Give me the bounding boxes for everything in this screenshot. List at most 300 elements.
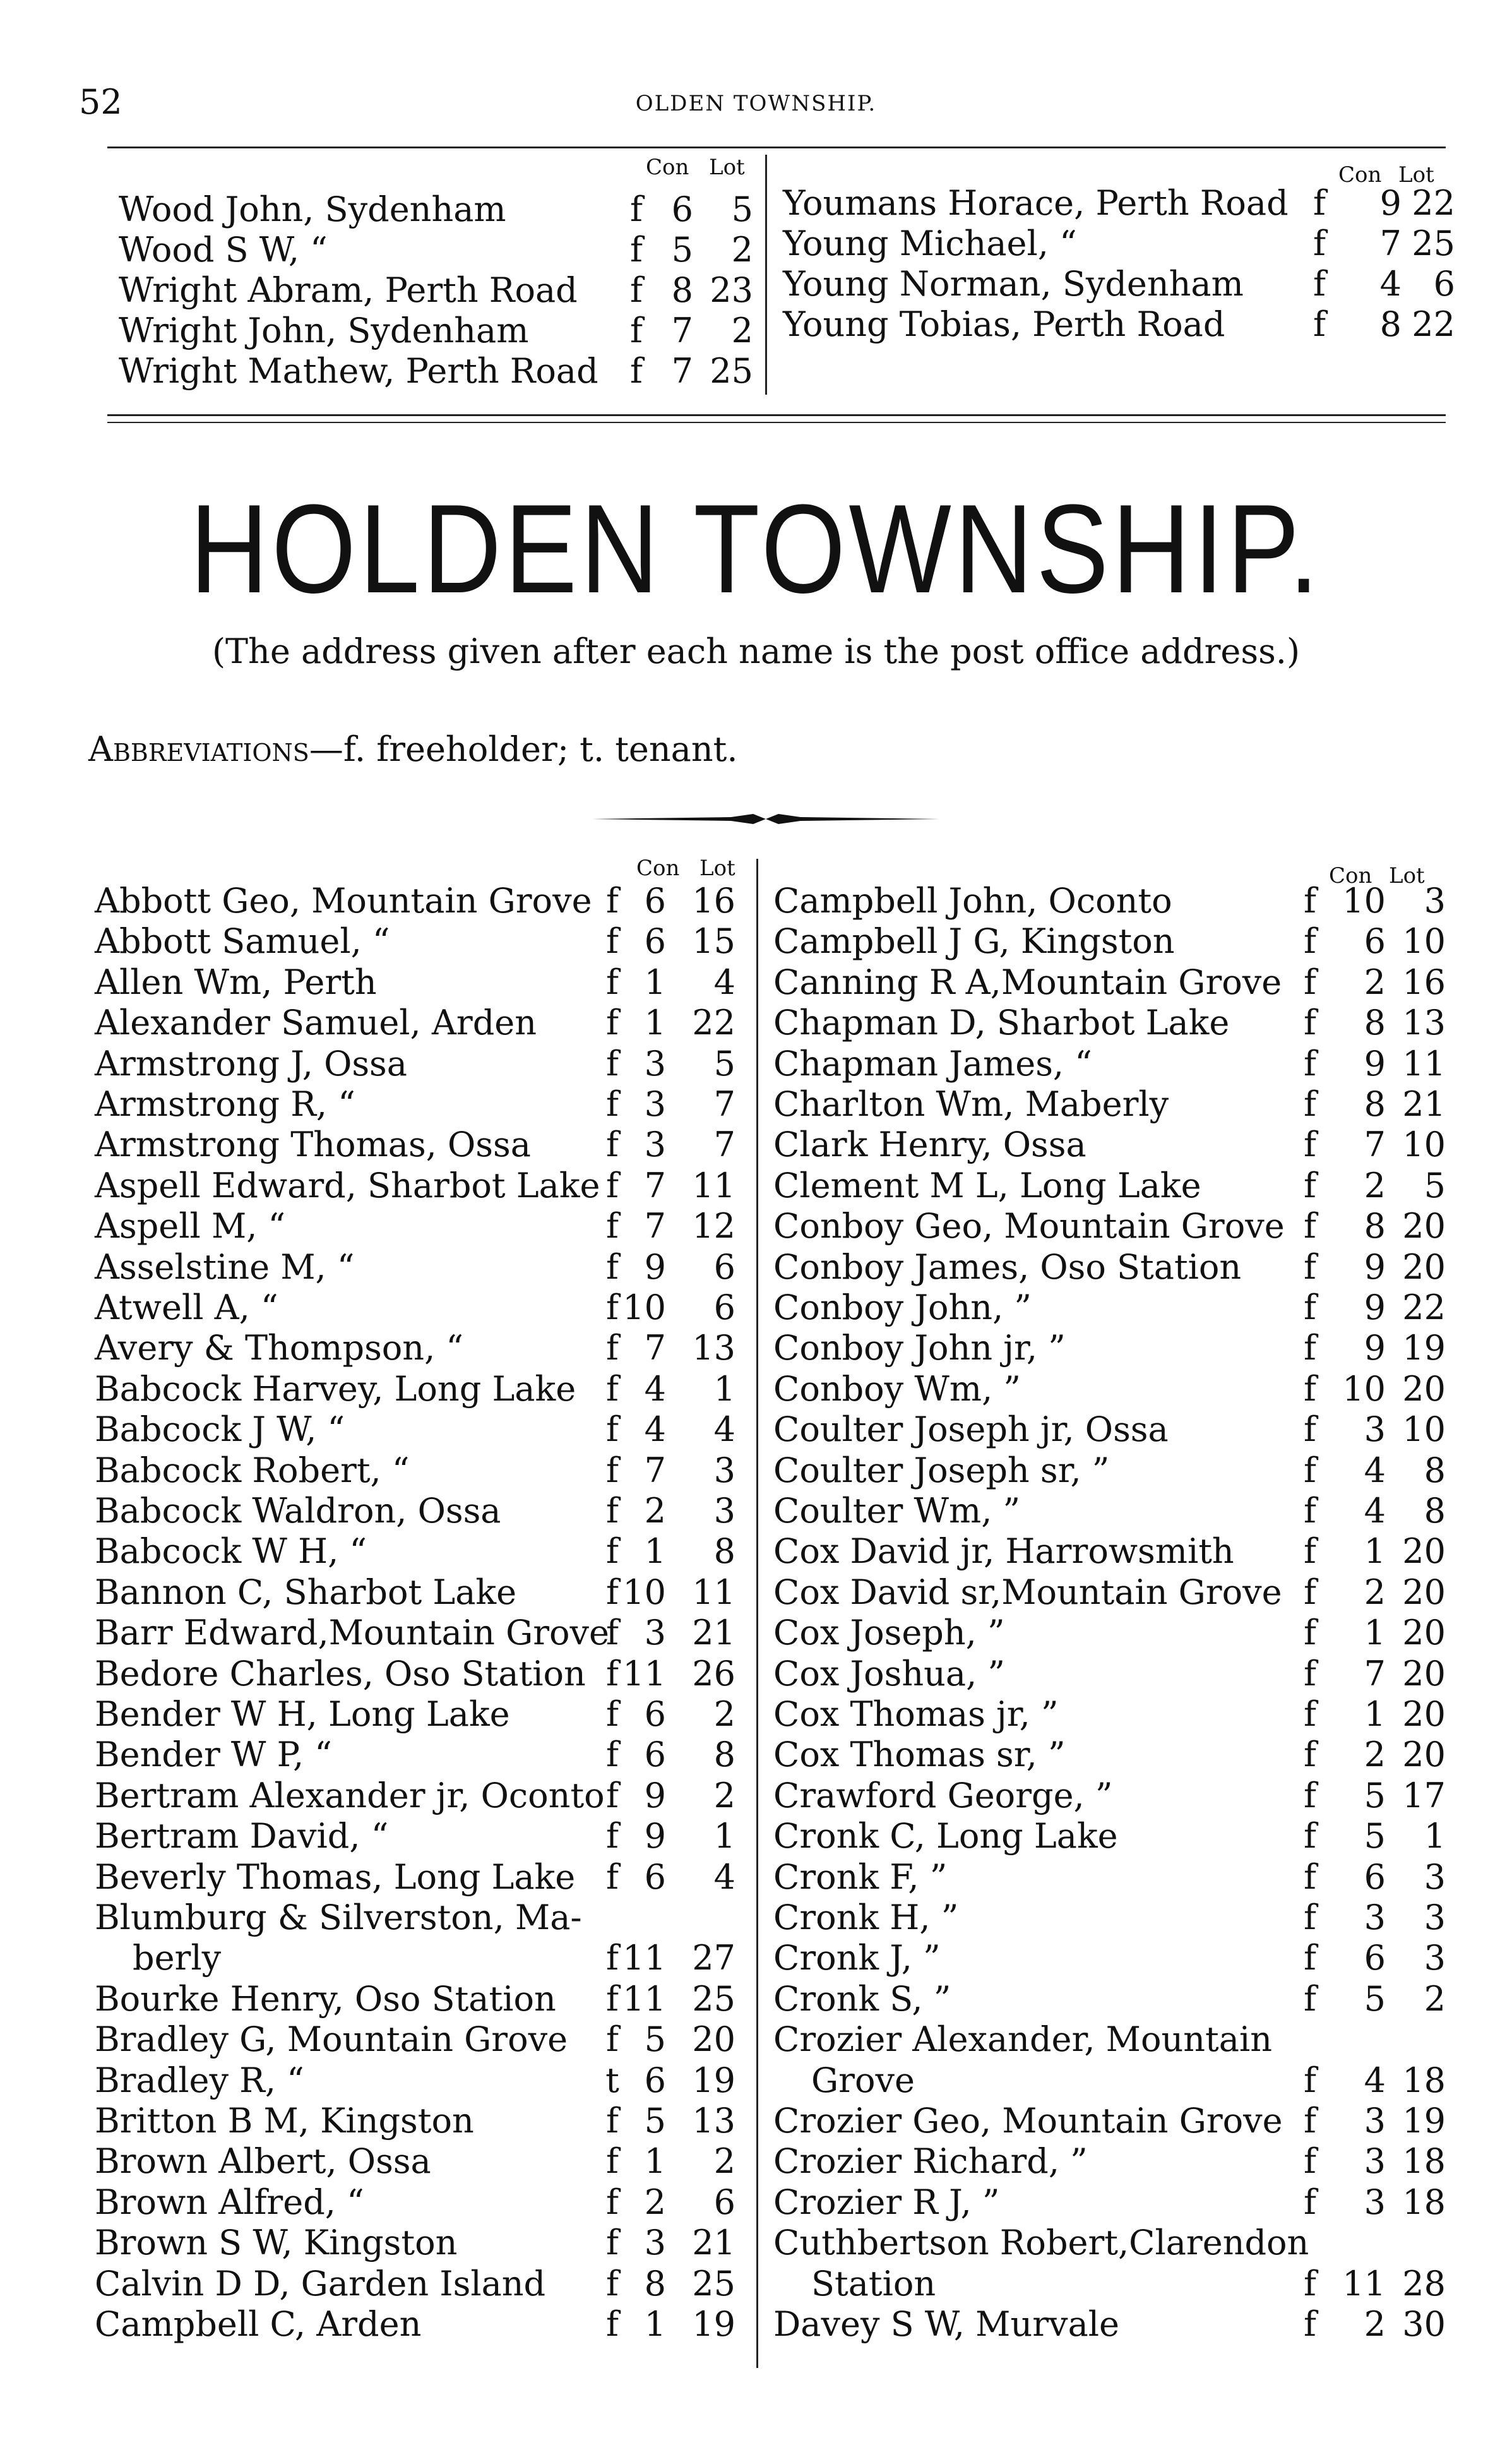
- entry-row: [773, 1246, 1446, 1288]
- entry-lot: 3: [1424, 1856, 1446, 1897]
- entry-lot: 7: [713, 1084, 735, 1124]
- entry-lot: 26: [692, 1653, 735, 1694]
- entry-name: Cronk H, ”: [773, 1898, 959, 1937]
- entry-row: [95, 1735, 735, 1775]
- entry-status: f: [606, 1572, 619, 1612]
- entry-name: Babcock W H, “: [95, 1531, 367, 1572]
- entry-row: [95, 2182, 735, 2223]
- entry-con: 3: [644, 1043, 666, 1084]
- entry-name: Coulter Joseph sr, ”: [773, 1450, 1110, 1490]
- entry-row: [773, 1491, 1446, 1531]
- holden-left-column: [95, 856, 735, 2371]
- entry-lot: 5: [731, 189, 753, 229]
- entry-con: 7: [1379, 224, 1402, 263]
- entry-name: Cronk F, ”: [773, 1856, 948, 1897]
- entry-status: f: [606, 1165, 619, 1205]
- entry-status: f: [1304, 1328, 1316, 1368]
- entry-row: [773, 1084, 1446, 1125]
- entry-name: Chapman James, “: [773, 1043, 1092, 1084]
- entry-con: 9: [1364, 1288, 1386, 1327]
- entry-name: Aspell Edward, Sharbot Lake: [95, 1165, 600, 1205]
- entry-lot: 20: [1402, 1735, 1446, 1775]
- entry-con: 4: [644, 1409, 666, 1450]
- entry-lot: 21: [692, 1613, 735, 1653]
- entry-status: f: [606, 2019, 619, 2060]
- entry-row: [95, 1409, 735, 1450]
- entry-row: [773, 1898, 1446, 1938]
- entry-row: [773, 1328, 1446, 1368]
- entry-status: f: [606, 1978, 619, 2019]
- entry-lot: 1: [1424, 1816, 1446, 1856]
- entry-lot: 1: [713, 1816, 735, 1856]
- entry-status: f: [606, 1084, 619, 1124]
- entry-name: Cuthbertson Robert,Clarendon: [773, 2223, 1309, 2263]
- entry-con: 10: [622, 1572, 666, 1612]
- entry-status: f: [606, 1125, 619, 1165]
- entry-lot: 21: [1402, 1084, 1446, 1124]
- entry-name: Cronk S, ”: [773, 1978, 951, 2019]
- entry-status: f: [606, 1328, 619, 1368]
- entry-row: [773, 1288, 1446, 1328]
- entry-lot: 8: [713, 1531, 735, 1572]
- entry-status: f: [630, 270, 643, 310]
- entry-con: 9: [1379, 183, 1402, 223]
- entry-status: f: [606, 1206, 619, 1246]
- entry-lot: 2: [713, 2141, 735, 2182]
- entry-lot: 16: [692, 881, 735, 921]
- entry-row: [773, 1938, 1446, 1978]
- entry-con: 4: [1364, 1450, 1386, 1490]
- entry-row: [773, 2182, 1446, 2223]
- entry-row: [95, 1450, 735, 1491]
- entry-con: 3: [1364, 2101, 1386, 2141]
- entry-lot: 11: [692, 1572, 735, 1612]
- entry-status: f: [1304, 1043, 1316, 1084]
- entry-con: 6: [1364, 1856, 1386, 1897]
- entry-con: 8: [1379, 304, 1402, 344]
- entry-lot: 4: [713, 1856, 735, 1897]
- entry-lot: 6: [713, 1246, 735, 1287]
- entry-name: Campbell J G, Kingston: [773, 921, 1175, 962]
- top-rule: [107, 146, 1446, 148]
- entry-lot: 20: [1402, 1531, 1446, 1572]
- entry-lot: 20: [1402, 1206, 1446, 1246]
- entry-name: Bradley G, Mountain Grove: [95, 2019, 568, 2060]
- entry-lot: 10: [1402, 1409, 1446, 1450]
- entry-con: 1: [644, 1003, 666, 1043]
- entry-lot: 13: [692, 2101, 735, 2141]
- entry-lot: 22: [692, 1003, 735, 1043]
- entry-row: [95, 1369, 735, 1409]
- entry-name: Allen Wm, Perth: [95, 962, 377, 1002]
- entry-status: f: [606, 1368, 619, 1409]
- entry-name: Cox David sr,Mountain Grove: [773, 1572, 1282, 1612]
- entry-lot: 20: [1402, 1613, 1446, 1653]
- entry-name: Cox David jr, Harrowsmith: [773, 1531, 1234, 1572]
- entry-row: [95, 1694, 735, 1735]
- entry-name: Avery & Thompson, “: [95, 1328, 464, 1368]
- entry-con: 6: [644, 2060, 666, 2100]
- entry-status: f: [606, 1043, 619, 1084]
- entry-name: Abbott Geo, Mountain Grove: [95, 881, 592, 921]
- entry-lot: 18: [1402, 2060, 1446, 2100]
- entry-name: Calvin D D, Garden Island: [95, 2263, 546, 2304]
- entry-con: 1: [644, 2304, 666, 2344]
- entry-name: Clark Henry, Ossa: [773, 1125, 1086, 1165]
- olden-column-divider: [765, 155, 767, 395]
- entry-status: f: [606, 2101, 619, 2141]
- entry-status: f: [1304, 2141, 1316, 2182]
- entry-row: [95, 1328, 735, 1368]
- entry-row: [95, 1938, 735, 1978]
- entry-status: f: [1304, 1491, 1316, 1531]
- entry-con: 7: [671, 311, 693, 350]
- entry-name: Babcock Harvey, Long Lake: [95, 1368, 576, 1409]
- entry-con: 5: [1364, 1816, 1386, 1856]
- entry-status: f: [1313, 264, 1326, 304]
- entry-row: [773, 1653, 1446, 1694]
- entry-lot: 3: [1424, 1898, 1446, 1937]
- entry-name: Campbell C, Arden: [95, 2304, 422, 2344]
- entry-status: f: [606, 2182, 619, 2222]
- entry-status: f: [1304, 1938, 1316, 1978]
- entry-status: f: [606, 2223, 619, 2263]
- entry-name: Crawford George, ”: [773, 1775, 1113, 1815]
- entry-row: [773, 881, 1446, 921]
- entry-name: Canning R A,Mountain Grove: [773, 962, 1282, 1002]
- entry-status: f: [606, 1613, 619, 1653]
- entry-name: Bender W H, Long Lake: [95, 1694, 510, 1734]
- entry-name: Bender W P, “: [95, 1735, 332, 1775]
- entry-name: Crozier Richard, ”: [773, 2141, 1088, 2182]
- entry-lot: 17: [1402, 1775, 1446, 1815]
- entry-con: 11: [622, 1653, 666, 1694]
- entry-name: Grove: [811, 2060, 915, 2100]
- entry-status: f: [1304, 1978, 1316, 2019]
- entry-row: [773, 1450, 1446, 1491]
- entry-lot: 3: [713, 1491, 735, 1531]
- entry-con: 2: [1364, 1735, 1386, 1775]
- entry-status: f: [1304, 1165, 1316, 1205]
- entry-row: [95, 2019, 735, 2060]
- entry-status: f: [1304, 1206, 1316, 1246]
- entry-row: [95, 1613, 735, 1653]
- entry-con: 1: [1364, 1613, 1386, 1653]
- entry-name: Charlton Wm, Maberly: [773, 1084, 1169, 1124]
- entry-con: 3: [644, 1613, 666, 1653]
- entry-status: f: [630, 230, 643, 270]
- entry-name: Atwell A, “: [95, 1288, 278, 1327]
- entry-lot: 20: [692, 2019, 735, 2060]
- entry-lot: 13: [1402, 1003, 1446, 1043]
- entry-name: Crozier R J, ”: [773, 2182, 1000, 2222]
- entry-row: [773, 2304, 1446, 2345]
- entry-lot: 12: [692, 1206, 735, 1246]
- township-title: HOLDEN TOWNSHIP.: [189, 479, 1323, 619]
- entry-name: Cox Joseph, ”: [773, 1613, 1005, 1653]
- entry-con: 5: [644, 2101, 666, 2141]
- address-note: (The address given after each name is the post office address.): [211, 631, 1301, 671]
- entry-row: [95, 1654, 735, 1694]
- entry-name: Armstrong R, “: [95, 1084, 355, 1124]
- entry-status: f: [1304, 2263, 1316, 2304]
- entry-name: Wright John, Sydenham: [119, 311, 529, 350]
- entry-row: [95, 2101, 735, 2141]
- entry-con: 6: [1364, 921, 1386, 962]
- entry-lot: 2: [731, 230, 753, 270]
- entry-name: Beverly Thomas, Long Lake: [95, 1856, 576, 1897]
- entry-name: Babcock Robert, “: [95, 1450, 410, 1490]
- entry-status: f: [606, 881, 619, 921]
- entry-con: 6: [644, 1735, 666, 1775]
- entry-con: 1: [644, 1531, 666, 1572]
- entry-con: 8: [644, 2263, 666, 2304]
- entry-name: Aspell M, “: [95, 1206, 286, 1246]
- entry-lot: 20: [1402, 1572, 1446, 1612]
- entry-con: 10: [1342, 1368, 1386, 1409]
- entry-name: Young Tobias, Perth Road: [783, 304, 1225, 344]
- entry-lot: 5: [1424, 1165, 1446, 1205]
- entry-status: f: [1304, 921, 1316, 962]
- entry-name: Armstrong Thomas, Ossa: [95, 1125, 531, 1165]
- entry-lot: 11: [1402, 1043, 1446, 1084]
- entry-lot: 22: [1402, 1288, 1446, 1327]
- col-head-con: Con: [646, 155, 689, 180]
- entry-lot: 16: [1402, 962, 1446, 1002]
- entry-name: Wright Mathew, Perth Road: [119, 351, 598, 391]
- entry-lot: 27: [692, 1938, 735, 1978]
- holden-right-column: [773, 856, 1446, 2371]
- entry-row: [773, 1003, 1446, 1043]
- entry-row: [773, 1613, 1446, 1653]
- entry-status: f: [1304, 1288, 1316, 1327]
- entry-row: [119, 351, 763, 392]
- entry-lot: 2: [1424, 1978, 1446, 2019]
- entry-row: [95, 1857, 735, 1898]
- entry-status: f: [1304, 962, 1316, 1002]
- entry-row: [773, 1735, 1446, 1775]
- entry-con: 6: [644, 921, 666, 962]
- entry-lot: 22: [1412, 183, 1455, 223]
- entry-lot: 25: [710, 351, 753, 391]
- col-head-lot: Lot: [699, 856, 735, 881]
- entry-status: f: [606, 921, 619, 962]
- entry-con: 9: [1364, 1043, 1386, 1084]
- entry-row: [783, 304, 1455, 345]
- entry-lot: 19: [1402, 1328, 1446, 1368]
- entry-status: f: [1304, 1653, 1316, 1694]
- entry-con: 5: [1364, 1775, 1386, 1815]
- entry-con: 3: [1364, 1409, 1386, 1450]
- entry-lot: 28: [1402, 2263, 1446, 2304]
- entry-con: 2: [1364, 1572, 1386, 1612]
- entry-status: f: [1304, 1775, 1316, 1815]
- entry-status: f: [1304, 1572, 1316, 1612]
- col-head-lot: Lot: [1398, 162, 1434, 188]
- entry-status: f: [1304, 2101, 1316, 2141]
- entry-name: Clement M L, Long Lake: [773, 1165, 1201, 1205]
- entry-lot: 2: [731, 311, 753, 350]
- entry-lot: 20: [1402, 1246, 1446, 1287]
- entry-con: 3: [1364, 2141, 1386, 2182]
- entry-status: f: [606, 1735, 619, 1775]
- entry-lot: 6: [713, 2182, 735, 2222]
- entry-row: [773, 1368, 1446, 1409]
- entry-row: [95, 1288, 735, 1328]
- entry-status: f: [606, 1450, 619, 1490]
- entry-row: [119, 270, 763, 311]
- entry-con: 3: [1364, 1898, 1386, 1937]
- entry-name: Cox Thomas jr, ”: [773, 1694, 1059, 1734]
- entry-name: Crozier Geo, Mountain Grove: [773, 2101, 1283, 2141]
- entry-lot: 19: [692, 2304, 735, 2344]
- entry-status: f: [1313, 224, 1326, 263]
- entry-con: 10: [622, 1288, 666, 1327]
- entry-name: Bannon C, Sharbot Lake: [95, 1572, 517, 1612]
- entry-row: [95, 2264, 735, 2304]
- running-title: OLDEN TOWNSHIP.: [635, 91, 877, 116]
- entry-status: f: [606, 1491, 619, 1531]
- entry-con: 7: [644, 1165, 666, 1205]
- entry-lot: 4: [713, 962, 735, 1002]
- entry-con: 1: [644, 962, 666, 1002]
- running-header: [79, 82, 1433, 120]
- entry-row: [95, 1166, 735, 1206]
- entry-lot: 3: [1424, 1938, 1446, 1978]
- entry-name: Bourke Henry, Oso Station: [95, 1978, 556, 2019]
- entry-con: 11: [622, 1978, 666, 2019]
- abbreviations-label: Abbreviations: [88, 729, 309, 769]
- entry-status: f: [1304, 2304, 1316, 2344]
- entry-name: Wright Abram, Perth Road: [119, 270, 578, 310]
- entry-name: Conboy John, ”: [773, 1288, 1032, 1327]
- entry-row: [119, 189, 763, 230]
- entry-con: 7: [671, 351, 693, 391]
- entry-con: 2: [644, 2182, 666, 2222]
- entry-row: [773, 962, 1446, 1003]
- entry-name: Blumburg & Silverston, Ma-: [95, 1898, 582, 1937]
- entry-lot: 18: [1402, 2141, 1446, 2182]
- entry-row: [773, 2141, 1446, 2182]
- entry-row: [773, 2101, 1446, 2141]
- entry-con: 7: [1364, 1653, 1386, 1694]
- entry-con: 9: [644, 1246, 666, 1287]
- entry-status: f: [630, 351, 643, 391]
- entry-row: [95, 1531, 735, 1572]
- entry-lot: 25: [692, 2263, 735, 2304]
- entry-name: Conboy Geo, Mountain Grove: [773, 1206, 1285, 1246]
- entry-name: Wood John, Sydenham: [119, 189, 506, 229]
- abbreviations-text: —f. freeholder; t. tenant.: [309, 729, 738, 769]
- entry-row: [95, 1247, 735, 1288]
- entry-row: [773, 1856, 1446, 1898]
- entry-name: Station: [811, 2263, 936, 2304]
- entry-status: f: [606, 1288, 619, 1327]
- entry-status: f: [1304, 1694, 1316, 1734]
- entry-row: [95, 1816, 735, 1856]
- entry-con: 7: [1364, 1125, 1386, 1165]
- entry-con: 2: [1364, 1165, 1386, 1205]
- entry-name: Young Michael, “: [783, 224, 1077, 263]
- entry-con: 6: [644, 881, 666, 921]
- entry-row: [773, 1531, 1446, 1572]
- entry-lot: 20: [1402, 1368, 1446, 1409]
- entry-name: Crozier Alexander, Mountain: [773, 2019, 1272, 2060]
- entry-name: Bertram Alexander jr, Oconto: [95, 1775, 605, 1815]
- entry-con: 3: [644, 1125, 666, 1165]
- entry-name: Asselstine M, “: [95, 1246, 355, 1287]
- entry-con: 2: [644, 1491, 666, 1531]
- entry-con: 2: [1364, 962, 1386, 1002]
- entry-status: f: [606, 962, 619, 1002]
- entry-name: berly: [133, 1938, 222, 1978]
- entry-row: [95, 921, 735, 962]
- entry-lot: 21: [692, 2223, 735, 2263]
- entry-row: [95, 1979, 735, 2019]
- entry-lot: 25: [692, 1978, 735, 2019]
- entry-lot: 5: [713, 1043, 735, 1084]
- entry-con: 8: [1364, 1003, 1386, 1043]
- entry-row: [773, 1043, 1446, 1084]
- entry-row: [95, 2060, 735, 2101]
- entry-lot: 6: [1433, 264, 1455, 304]
- entry-status: f: [1304, 1003, 1316, 1043]
- entry-status: f: [606, 1653, 619, 1694]
- entry-con: 11: [622, 1938, 666, 1978]
- entry-name: Youmans Horace, Perth Road: [783, 183, 1289, 223]
- entry-status: f: [1304, 881, 1316, 921]
- entry-row: [773, 1409, 1446, 1450]
- entry-row: [95, 2223, 735, 2263]
- section-rule-lower: [107, 422, 1446, 423]
- entry-name: Brown S W, Kingston: [95, 2223, 458, 2263]
- entry-lot: 19: [1402, 2101, 1446, 2141]
- entry-con: 1: [1364, 1531, 1386, 1572]
- ornamental-divider: [592, 813, 939, 825]
- entry-status: f: [606, 1531, 619, 1572]
- entry-name: Campbell John, Oconto: [773, 881, 1172, 921]
- entry-row: [773, 1572, 1446, 1613]
- entry-status: f: [606, 2304, 619, 2344]
- entry-lot: 18: [1402, 2182, 1446, 2222]
- entry-row: [773, 1978, 1446, 2019]
- entry-row: [95, 1898, 735, 1938]
- entry-con: 5: [644, 2019, 666, 2060]
- entry-con: 2: [1364, 2304, 1386, 2344]
- entry-status: f: [1304, 1735, 1316, 1775]
- entry-status: f: [1304, 1613, 1316, 1653]
- entry-row: [95, 1491, 735, 1531]
- entry-name: Conboy John jr, ”: [773, 1328, 1066, 1368]
- entry-row: [773, 1694, 1446, 1735]
- entry-con: 7: [644, 1206, 666, 1246]
- entry-row: [95, 1125, 735, 1165]
- col-head-lot: Lot: [709, 155, 745, 180]
- entry-status: f: [630, 311, 643, 350]
- entry-lot: 20: [1402, 1694, 1446, 1734]
- entry-status: f: [1304, 1409, 1316, 1450]
- entry-con: 6: [644, 1694, 666, 1734]
- col-head-lot: Lot: [1389, 863, 1425, 888]
- entry-con: 10: [1342, 881, 1386, 921]
- entry-lot: 6: [713, 1288, 735, 1327]
- entry-status: f: [606, 1003, 619, 1043]
- col-head-con: Con: [636, 856, 680, 881]
- entry-name: Coulter Wm, ”: [773, 1491, 1021, 1531]
- entry-con: 4: [1364, 1491, 1386, 1531]
- abbreviations-line: [88, 729, 737, 769]
- entry-con: 6: [671, 189, 693, 229]
